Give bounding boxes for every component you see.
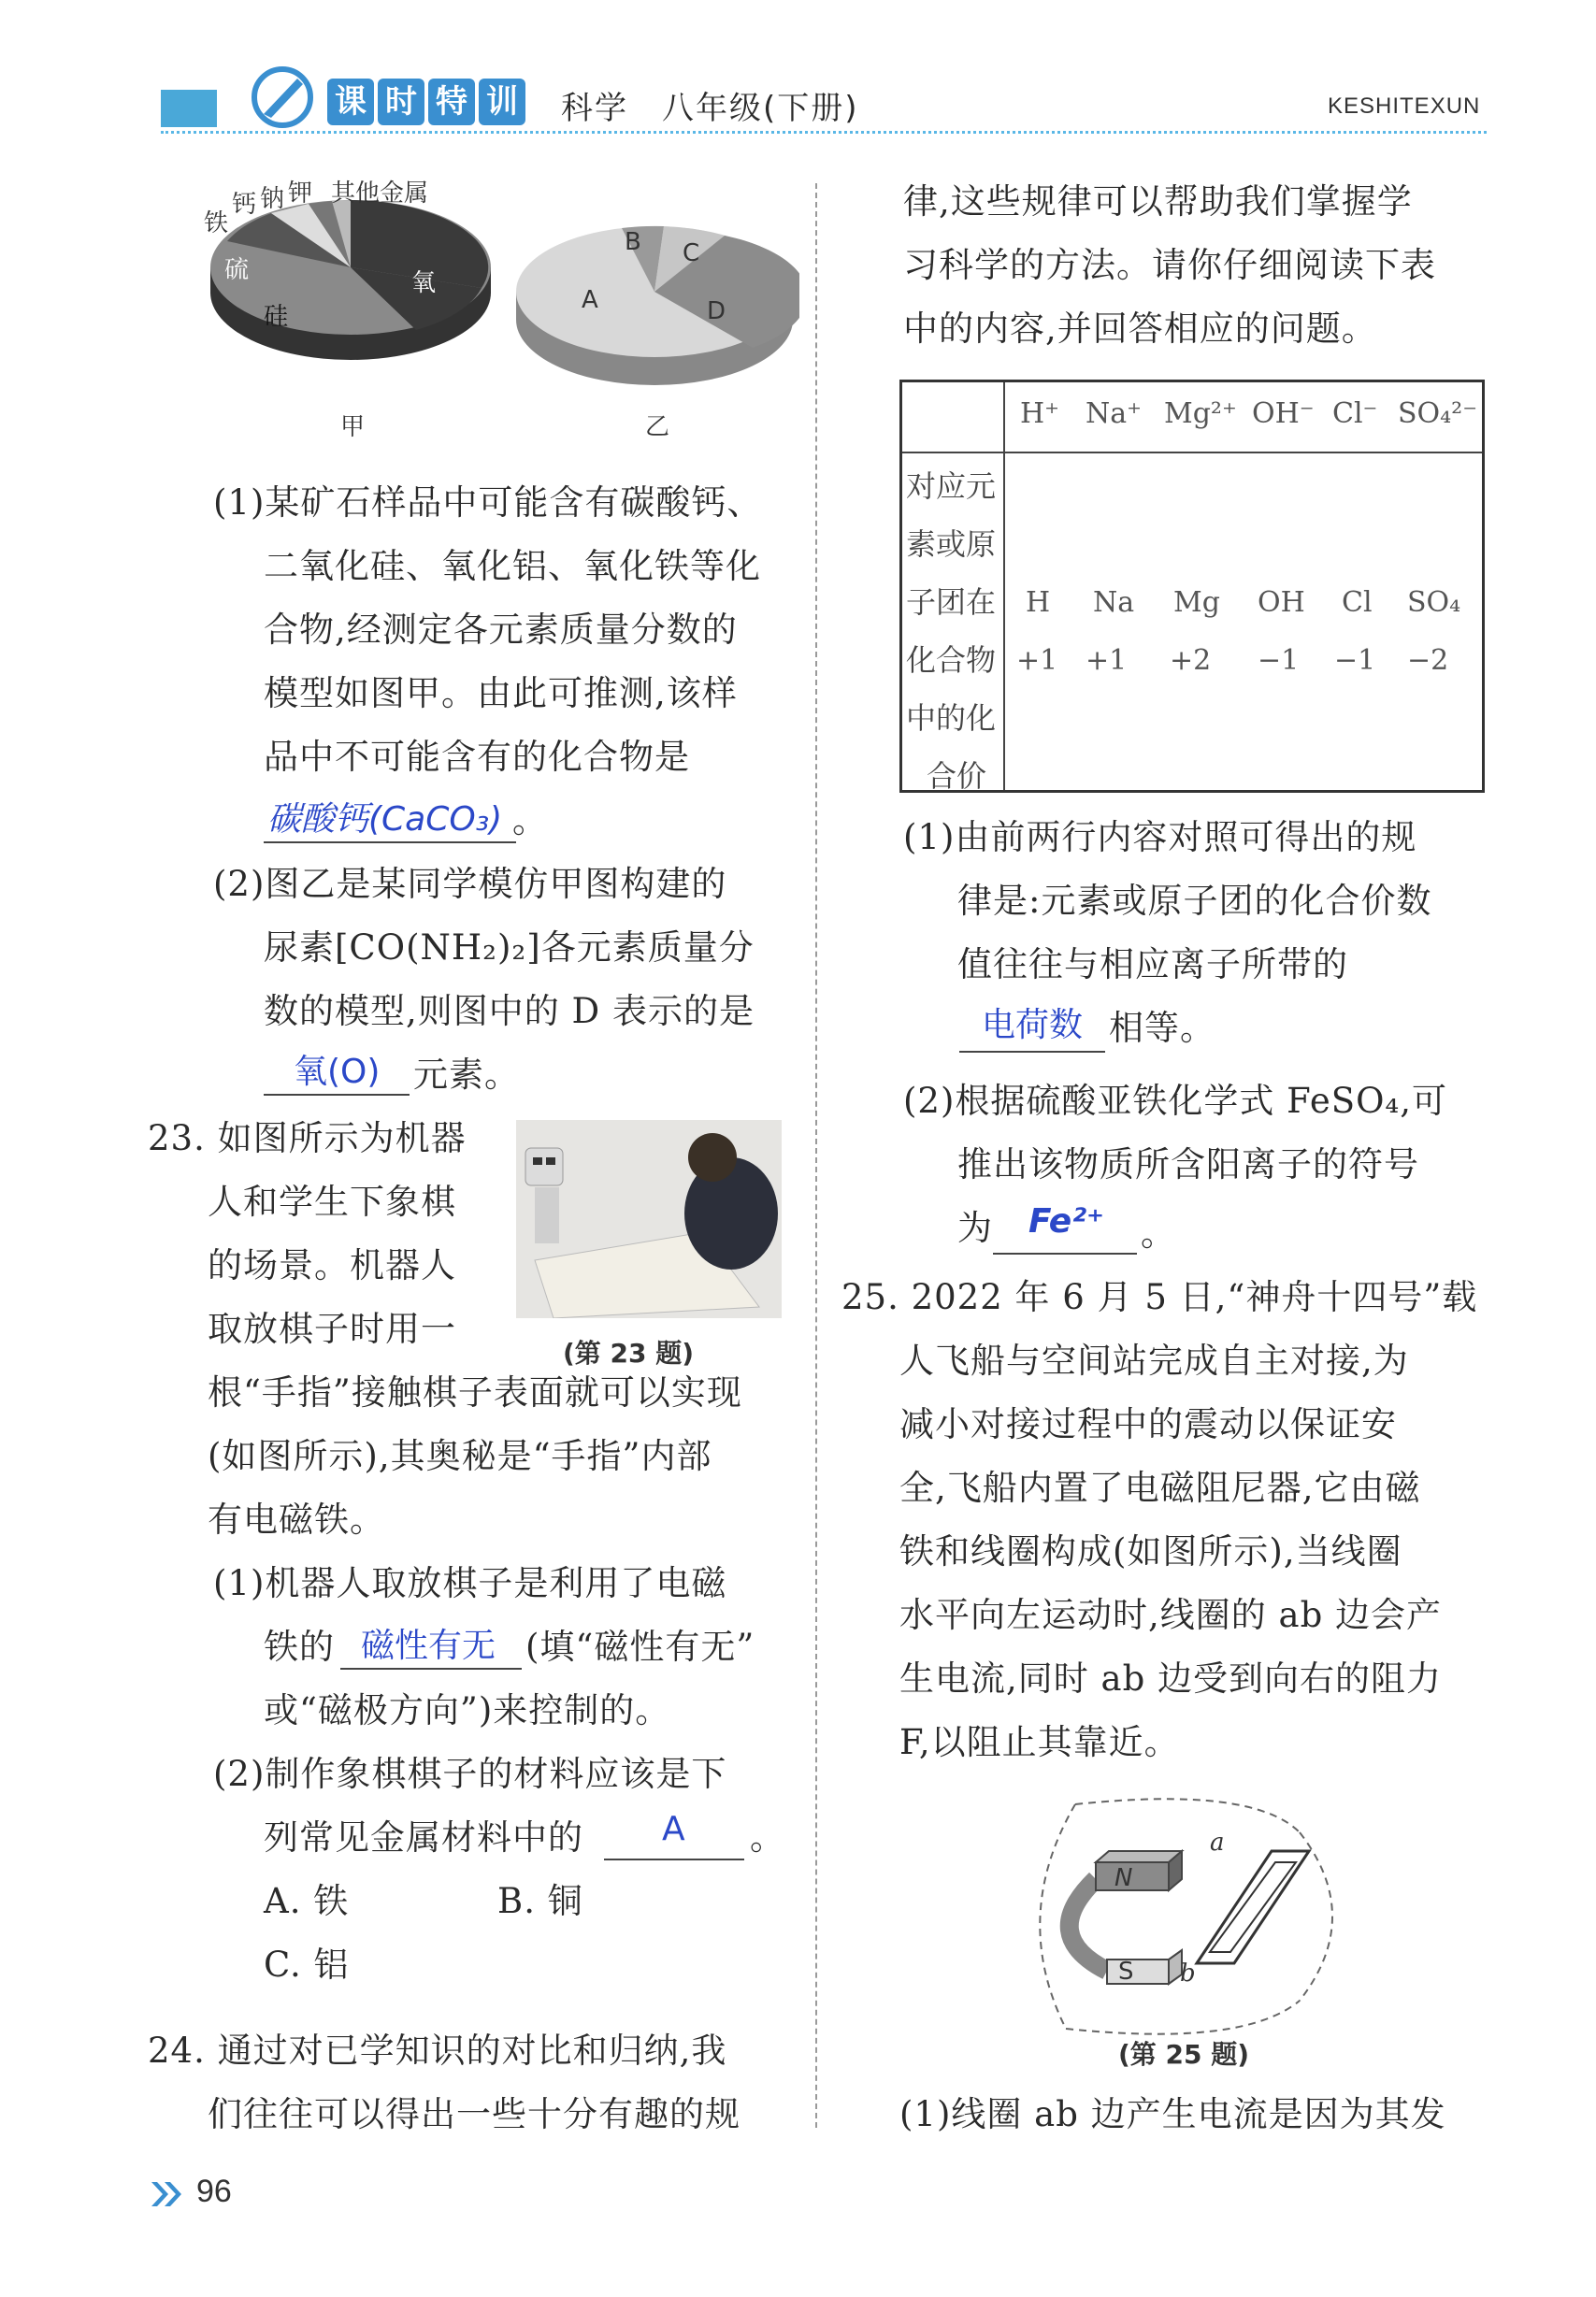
pie-chart-yi: [510, 217, 799, 404]
text-line: 。: [750, 1817, 785, 1858]
figure-caption: 乙: [645, 413, 670, 441]
text-line: (2)根据硫酸亚铁化学式 FeSO₄,可: [903, 1081, 1447, 1121]
text-line: 们往往可以得出一些十分有趣的规: [208, 2094, 740, 2134]
subject-title: 科学 八年级(下册): [561, 90, 859, 127]
option-a: A. 铁: [264, 1881, 350, 1921]
text-line: 元素。: [413, 1055, 520, 1095]
table-cell: +1: [1086, 644, 1128, 677]
table-cell: Cl: [1342, 586, 1373, 619]
answer-underline: [604, 1859, 744, 1860]
text-line: 有电磁铁。: [208, 1500, 385, 1540]
brand-char: 训: [479, 79, 525, 125]
text-line: 全,飞船内置了电磁阻尼器,它由磁: [899, 1468, 1421, 1508]
answer-text: 碳酸钙(CaCO₃): [267, 800, 503, 839]
table-cell: −2: [1407, 644, 1449, 677]
text-line: 值往往与相应离子所带的: [957, 944, 1348, 984]
text-line: (填“磁性有无”: [525, 1627, 755, 1667]
answer-text: 氧(O): [294, 1053, 381, 1091]
pie-label: A: [582, 286, 598, 314]
text-line: 中的内容,并回答相应的问题。: [903, 309, 1377, 349]
text-line: 25. 2022 年 6 月 5 日,“神舟十四号”载: [841, 1277, 1478, 1317]
text-line: 合物,经测定各元素质量分数的: [264, 610, 738, 650]
table-cell: +2: [1170, 644, 1212, 677]
diagram-label: a: [1210, 1829, 1225, 1857]
table-cell: OH: [1258, 586, 1305, 619]
table-header-cell: SO₄²⁻: [1398, 397, 1478, 430]
text-line: 列常见金属材料中的: [264, 1817, 583, 1858]
row-label: 中的化: [906, 700, 997, 736]
answer-text: A: [662, 1810, 685, 1848]
text-line: 习科学的方法。请你仔细阅读下表: [903, 245, 1436, 285]
text-line: 或“磁极方向”)来控制的。: [264, 1690, 671, 1730]
diagram-label: N: [1114, 1864, 1133, 1892]
text-line: 律是:元素或原子团的化合价数: [957, 881, 1432, 921]
pie-label: 硫: [224, 256, 250, 284]
row-label: 合价: [927, 758, 987, 794]
pie-label: 钙: [232, 191, 257, 219]
text-line: 推出该物质所含阳离子的符号: [957, 1144, 1419, 1184]
text-line: 人飞船与空间站完成自主对接,为: [899, 1341, 1409, 1381]
text-line: 水平向左运动时,线圈的 ab 边会产: [899, 1595, 1443, 1635]
row-label: 素或原: [906, 526, 997, 562]
text-line: 。: [512, 800, 548, 840]
diagram-label: S: [1118, 1958, 1134, 1986]
text-line: (1)机器人取放棋子是利用了电磁: [213, 1563, 727, 1603]
table-cell: +1: [1016, 644, 1058, 677]
brand-char: 特: [428, 79, 475, 125]
answer-underline: [264, 841, 516, 843]
diagram-label: b: [1180, 1960, 1196, 1988]
text-line: 品中不可能含有的化合物是: [264, 737, 690, 777]
brand-title: [327, 79, 525, 125]
table-cell: H: [1026, 586, 1051, 619]
table-header-cell: OH⁻: [1252, 397, 1315, 430]
text-line: F,以阻止其靠近。: [899, 1722, 1180, 1762]
row-label: 对应元: [906, 468, 997, 504]
table-rule: [1003, 382, 1005, 790]
text-line: (1)线圈 ab 边产生电流是因为其发: [899, 2094, 1446, 2134]
text-line: 铁和线圈构成(如图所示),当线圈: [899, 1531, 1402, 1572]
figure-caption: (第 25 题): [1118, 2039, 1250, 2070]
pie-label: B: [625, 228, 641, 256]
pie-label: 氧: [411, 269, 437, 297]
pie-label: 钾: [288, 179, 313, 208]
magnetic-damper-diagram: [1010, 1795, 1365, 2038]
table-cell: Mg: [1173, 586, 1220, 619]
text-line: 根“手指”接触棋子表面就可以实现: [208, 1372, 742, 1413]
text-line: 数的模型,则图中的 D 表示的是: [264, 991, 755, 1031]
figure-caption: (第 23 题): [563, 1338, 695, 1369]
table-cell: −1: [1334, 644, 1376, 677]
text-line: (2)制作象棋棋子的材料应该是下: [213, 1754, 727, 1794]
text-line: (2)图乙是某同学模仿甲图构建的: [213, 864, 727, 904]
table-cell: Na: [1093, 586, 1135, 619]
text-line: 模型如图甲。由此可推测,该样: [264, 673, 738, 713]
option-b: B. 铜: [497, 1881, 583, 1921]
page-number: 96: [196, 2174, 232, 2209]
text-line: (1)由前两行内容对照可得出的规: [903, 817, 1417, 857]
table-header-cell: Cl⁻: [1332, 397, 1378, 430]
row-label: 化合物: [906, 642, 997, 678]
pie-label: 其他金属: [331, 179, 429, 208]
text-line: 23. 如图所示为机器: [148, 1118, 467, 1158]
text-line: 律,这些规律可以帮助我们掌握学: [903, 181, 1413, 222]
table-header-cell: Mg²⁺: [1164, 397, 1237, 430]
text-line: 尿素[CO(NH₂)₂]各元素质量分: [264, 927, 755, 968]
text-line: 人和学生下象棋: [208, 1182, 456, 1222]
pie-label: 硅: [264, 303, 289, 331]
text-line: 24. 通过对已学知识的对比和归纳,我: [148, 2031, 727, 2071]
column-divider: [815, 183, 817, 2128]
double-chevron-icon: [150, 2180, 183, 2208]
option-c: C. 铝: [264, 1945, 350, 1985]
answer-underline: [264, 1094, 410, 1096]
brand-char: 时: [378, 79, 424, 125]
text-line: 取放棋子时用一: [208, 1309, 456, 1349]
answer-text: 电荷数: [982, 1006, 1084, 1044]
robot-chess-photo: [516, 1120, 782, 1318]
text-line: 的场景。机器人: [208, 1245, 456, 1285]
text-line: 相等。: [1109, 1008, 1215, 1048]
pie-label: C: [683, 239, 700, 267]
text-line: 。: [1141, 1213, 1176, 1254]
answer-underline: [993, 1253, 1137, 1255]
table-rule: [902, 452, 1482, 453]
pie-label: 铁: [204, 209, 229, 237]
figure-caption: 甲: [340, 413, 366, 441]
brand-logo-icon: [245, 58, 320, 133]
text-line: (1)某矿石样品中可能含有碳酸钙、: [213, 482, 763, 523]
answer-text: Fe²⁺: [1028, 1202, 1104, 1241]
text-line: 为: [957, 1208, 993, 1248]
answer-underline: [340, 1668, 522, 1670]
pie-label: D: [707, 297, 726, 325]
answer-text: 磁性有无: [361, 1627, 496, 1665]
answer-underline: [959, 1051, 1105, 1053]
table-header-cell: Na⁺: [1086, 397, 1142, 430]
text-line: 铁的: [264, 1627, 335, 1667]
header-color-bar: [161, 90, 217, 127]
text-line: 二氧化硅、氧化铝、氧化铁等化: [264, 546, 761, 586]
text-line: (如图所示),其奥秘是“手指”内部: [208, 1436, 712, 1476]
text-line: 生电流,同时 ab 边受到向右的阻力: [899, 1658, 1443, 1699]
text-line: 减小对接过程中的震动以保证安: [899, 1404, 1397, 1444]
valence-table: [899, 380, 1485, 793]
header-divider: [161, 131, 1487, 134]
table-cell: −1: [1258, 644, 1300, 677]
brand-pinyin: KESHITEXUN: [1328, 93, 1481, 119]
row-label: 子团在: [906, 584, 997, 620]
pie-label: 钠: [260, 185, 285, 213]
brand-char: 课: [327, 79, 374, 125]
table-cell: SO₄: [1407, 586, 1461, 619]
table-header-cell: H⁺: [1020, 397, 1059, 430]
